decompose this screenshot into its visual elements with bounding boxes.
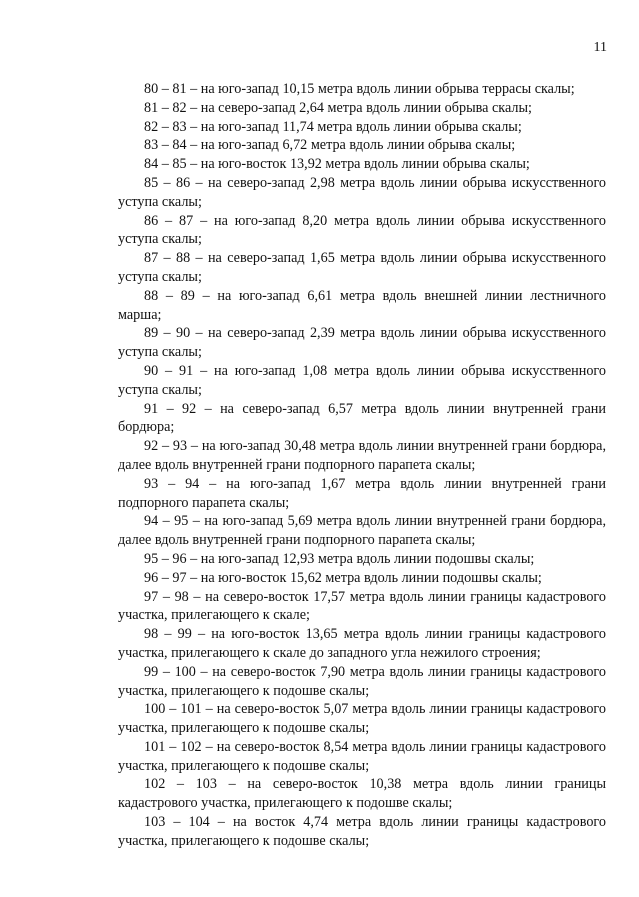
boundary-segment-88-89: 88 – 89 – на юго-запад 6,61 метра вдоль внешней линии лестничного марша; <box>118 287 606 323</box>
boundary-segment-97-98: 97 – 98 – на северо-восток 17,57 метра вдоль линии границы кадастрового участка, прилегающего к скале; <box>118 588 606 624</box>
document-body <box>118 80 606 851</box>
page-number: 11 <box>593 40 607 55</box>
boundary-segment-86-87: 86 – 87 – на юго-запад 8,20 метра вдоль линии обрыва искусственного уступа скалы; <box>118 212 606 248</box>
boundary-segment-83-84: 83 – 84 – на юго-запад 6,72 метра вдоль линии обрыва скалы; <box>144 137 516 154</box>
boundary-segment-84-85: 84 – 85 – на юго-восток 13,92 метра вдоль линии обрыва скалы; <box>144 156 530 173</box>
boundary-segment-85-86: 85 – 86 – на северо-запад 2,98 метра вдоль линии обрыва искусственного уступа скалы; <box>118 174 606 210</box>
boundary-segment-87-88: 87 – 88 – на северо-запад 1,65 метра вдоль линии обрыва искусственного уступа скалы; <box>118 250 606 285</box>
boundary-segment-89-90: 89 – 90 – на северо-запад 2,39 метра вдоль линии обрыва искусственного уступа скалы; <box>118 325 606 361</box>
boundary-segment-92-93: 92 – 93 – на юго-запад 30,48 метра вдоль линии внутренней грани бордюра, далее вдоль внутренней грани подпорного парапета скалы; <box>118 438 606 473</box>
boundary-segment-100-101: 100 – 101 – на северо-восток 5,07 метра вдоль линии границы кадастрового участка, прилегающего к подошве скалы; <box>118 701 606 737</box>
boundary-segment-101-102: 101 – 102 – на северо-восток 8,54 метра вдоль линии границы кадастрового участка, прилегающего к подошве скалы; <box>118 738 606 774</box>
boundary-segment-80-81: 80 – 81 – на юго-запад 10,15 метра вдоль линии обрыва террасы скалы; <box>144 81 575 97</box>
boundary-segment-81-82: 81 – 82 – на северо-запад 2,64 метра вдоль линии обрыва скалы; <box>144 99 532 116</box>
boundary-segment-93-94: 93 – 94 – на юго-запад 1,67 метра вдоль линии внутренней грани подпорного парапета скалы; <box>118 475 606 511</box>
boundary-segment-103-104: 103 – 104 – на восток 4,74 метра вдоль линии границы кадастрового участка, прилегающего к подошве скалы; <box>118 814 606 849</box>
boundary-segment-90-91: 90 – 91 – на юго-запад 1,08 метра вдоль линии обрыва искусственного уступа скалы; <box>118 362 606 398</box>
boundary-segment-82-83: 82 – 83 – на юго-запад 11,74 метра вдоль линии обрыва скалы; <box>144 118 522 135</box>
boundary-segment-99-100: 99 – 100 – на северо-восток 7,90 метра вдоль линии границы кадастрового участка, прилегающего к подошве скалы; <box>118 663 606 699</box>
boundary-segment-98-99: 98 – 99 – на юго-восток 13,65 метра вдоль линии границы кадастрового участка, прилегающего к скале до западного угла нежилого строения; <box>118 626 606 661</box>
boundary-segment-102-103: 102 – 103 – на северо-восток 10,38 метра вдоль линии границы кадастрового участка, прилегающего к подошве скалы; <box>118 776 606 812</box>
boundary-segment-96-97: 96 – 97 – на юго-восток 15,62 метра вдоль линии подошвы скалы; <box>144 569 542 586</box>
boundary-segment-95-96: 95 – 96 – на юго-запад 12,93 метра вдоль линии подошвы скалы; <box>144 550 535 567</box>
boundary-segment-91-92: 91 – 92 – на северо-запад 6,57 метра вдоль линии внутренней грани бордюра; <box>118 400 606 436</box>
boundary-segment-94-95: 94 – 95 – на юго-запад 5,69 метра вдоль линии внутренней грани бордюра, далее вдоль внутренней грани подпорного парапета скалы; <box>118 513 606 549</box>
